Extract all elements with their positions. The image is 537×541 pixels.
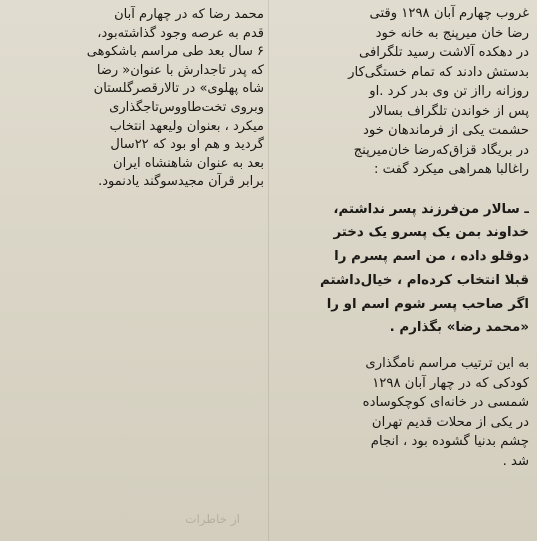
text-line: ۶ سال بعد طی مراسم باشکوهی [86, 44, 264, 60]
paragraph-quote [259, 198, 529, 341]
paragraph-gap [259, 180, 529, 198]
text-line: خداوند بمن یک پسرو یک دختر [333, 225, 529, 241]
text-line: ـ سالار من‌فرزند پسر نداشتم، [333, 201, 529, 217]
text-line: در بریگاد قزاق‌کەرضا خان‌میرپنج [353, 142, 529, 158]
text-line: «محمد رضا» بگذارم . [389, 320, 529, 336]
text-line: پس از خواندن تلگراف بسالار [369, 103, 529, 119]
text-line: بعد به عنوان شاهنشاه ایران [113, 155, 264, 171]
text-line: دوقلو داده ، من اسم پسرم را [334, 249, 529, 265]
text-line: اگر صاحب پسر شوم اسم او را [326, 296, 529, 312]
bleed-through-text: از خاطرات [185, 512, 240, 526]
text-line: قبلا انتخاب کرده‌ام ، خیال‌داشتم [319, 272, 529, 288]
text-line: برابر قرآن مجیدسوگند یادنمود. [98, 174, 264, 190]
left-column [18, 6, 264, 192]
text-line: چشم بدنیا گشوده بود ، انجام [370, 434, 529, 450]
text-line: که پدر تاجدارش با عنوان« رضا [96, 62, 264, 78]
text-line: شد . [502, 453, 529, 469]
text-line: راغالبا همراهی میکرد گفت : [373, 162, 529, 177]
text-line: وبروی تخت‌طاووس‌تاجگذاری [109, 99, 264, 115]
text-line: قدم به عرصه وجود گذاشته‌بود، [97, 25, 264, 41]
text-line: به این ترتیب مراسم نامگذاری [365, 356, 529, 372]
paragraph-coronation [18, 6, 264, 192]
text-line: شاه پهلوی» در تالارقصرگلستان [93, 81, 264, 97]
text-line: در دهکده آلاشت رسید تلگرافی [358, 45, 529, 60]
text-line: گردید و هم او بود که ۲۲سال [110, 137, 264, 153]
paragraph-telegram [259, 4, 529, 180]
text-line: روزانه رااز تن وی بدر کرد .او [369, 84, 529, 99]
text-line: بدستش دادند که تمام خستگی‌کار [348, 64, 529, 80]
text-line: شمسی در خانه‌ای کوچکوساده [362, 395, 529, 411]
text-line: حشمت یکی از فرماندهان خود [363, 123, 529, 138]
paragraph-naming-ceremony [259, 354, 529, 471]
text-line: رضا خان میرپنج به خانه خود [375, 25, 529, 41]
text-line: کودکی که در چهار آبان ۱۲۹۸ [372, 375, 529, 391]
text-line: محمد رضا که در چهارم آبان [114, 7, 264, 22]
paragraph-gap [259, 340, 529, 354]
text-line: غروب چهارم آبان ۱۲۹۸ وقتی [369, 6, 529, 21]
text-line: در یکی از محلات قدیم تهران [371, 414, 529, 430]
right-column [259, 4, 529, 471]
text-line: میکرد ، بعنوان ولیعهد انتخاب [109, 118, 264, 134]
